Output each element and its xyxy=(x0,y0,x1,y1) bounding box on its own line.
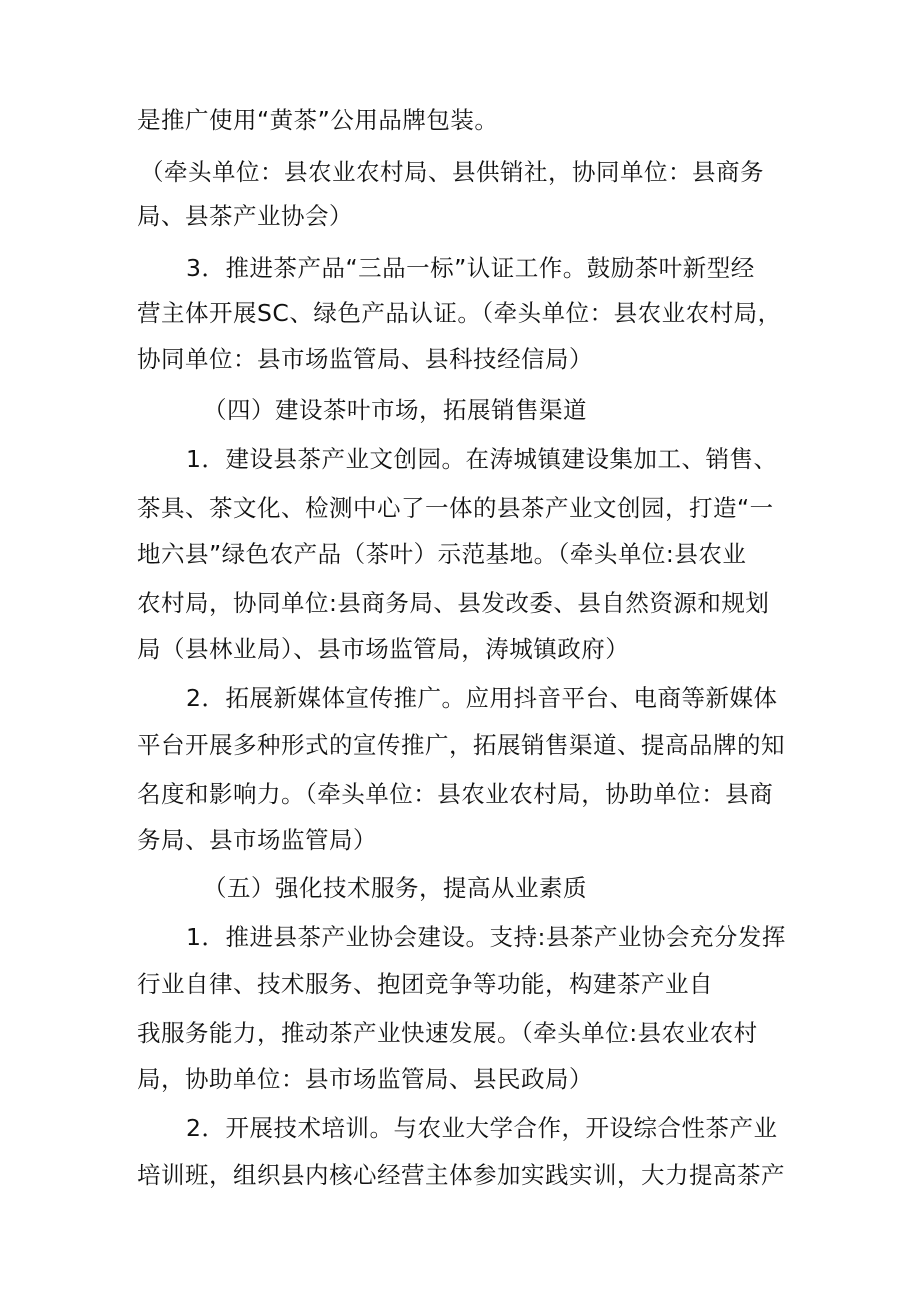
text-line: 务局、县市场监管局） xyxy=(137,826,377,854)
text-line: 1．推进县茶产业协会建设。支持:县茶产业协会充分发挥 xyxy=(186,923,786,951)
section-heading: （五）强化技术服务，提高从业素质 xyxy=(203,874,587,902)
text-line: 平台开展多种形式的宣传推广，拓展销售渠道、提高品牌的知 xyxy=(137,731,785,759)
text-line: 我服务能力，推动茶产业快速发展。（牵头单位:县农业农村 xyxy=(137,1019,758,1047)
text-line: 2．开展技术培训。与农业大学合作，开设综合性茶产业 xyxy=(186,1114,778,1142)
text-line: 3．推进茶产品“三品一标”认证工作。鼓励茶叶新型经 xyxy=(186,254,755,282)
text-line: 协同单位：县市场监管局、县科技经信局） xyxy=(137,345,593,373)
text-line: 局（县林业局）、县市场监管局，涛城镇政府） xyxy=(137,635,630,663)
text-line: 是推广使用“黄茶”公用品牌包装。 xyxy=(137,106,499,134)
text-line: 营主体开展SC、绿色产品认证。（牵头单位：县农业农村局， xyxy=(137,299,782,327)
text-line: 2．拓展新媒体宣传推广。应用抖音平台、电商等新媒体 xyxy=(186,684,778,712)
text-line: 地六县”绿色农产品（茶叶）示范基地。（牵头单位:县农业 xyxy=(137,540,747,568)
text-line: 局、县茶产业协会） xyxy=(137,202,353,230)
section-heading: （四）建设茶叶市场，拓展销售渠道 xyxy=(203,396,587,424)
text-line: 名度和影响力。（牵头单位：县农业农村局，协助单位：县商 xyxy=(137,780,774,808)
text-line: 茶具、茶文化、检测中心了一体的县茶产业文创园，打造“一 xyxy=(137,494,774,522)
text-line: 行业自律、技术服务、抱团竞争等功能，构建茶产业自 xyxy=(137,970,713,998)
text-line: 1．建设县茶产业文创园。在涛城镇建设集加工、销售、 xyxy=(186,445,778,473)
text-line: 培训班，组织县内核心经营主体参加实践实训，大力提高茶产 xyxy=(137,1161,785,1189)
text-line: 局，协助单位：县市场监管局、县民政局） xyxy=(137,1065,593,1093)
text-line: 农村局，协同单位:县商务局、县发改委、县自然资源和规划 xyxy=(137,589,770,617)
text-line: （牵头单位：县农业农村局、县供销社，协同单位：县商务 xyxy=(140,158,764,186)
